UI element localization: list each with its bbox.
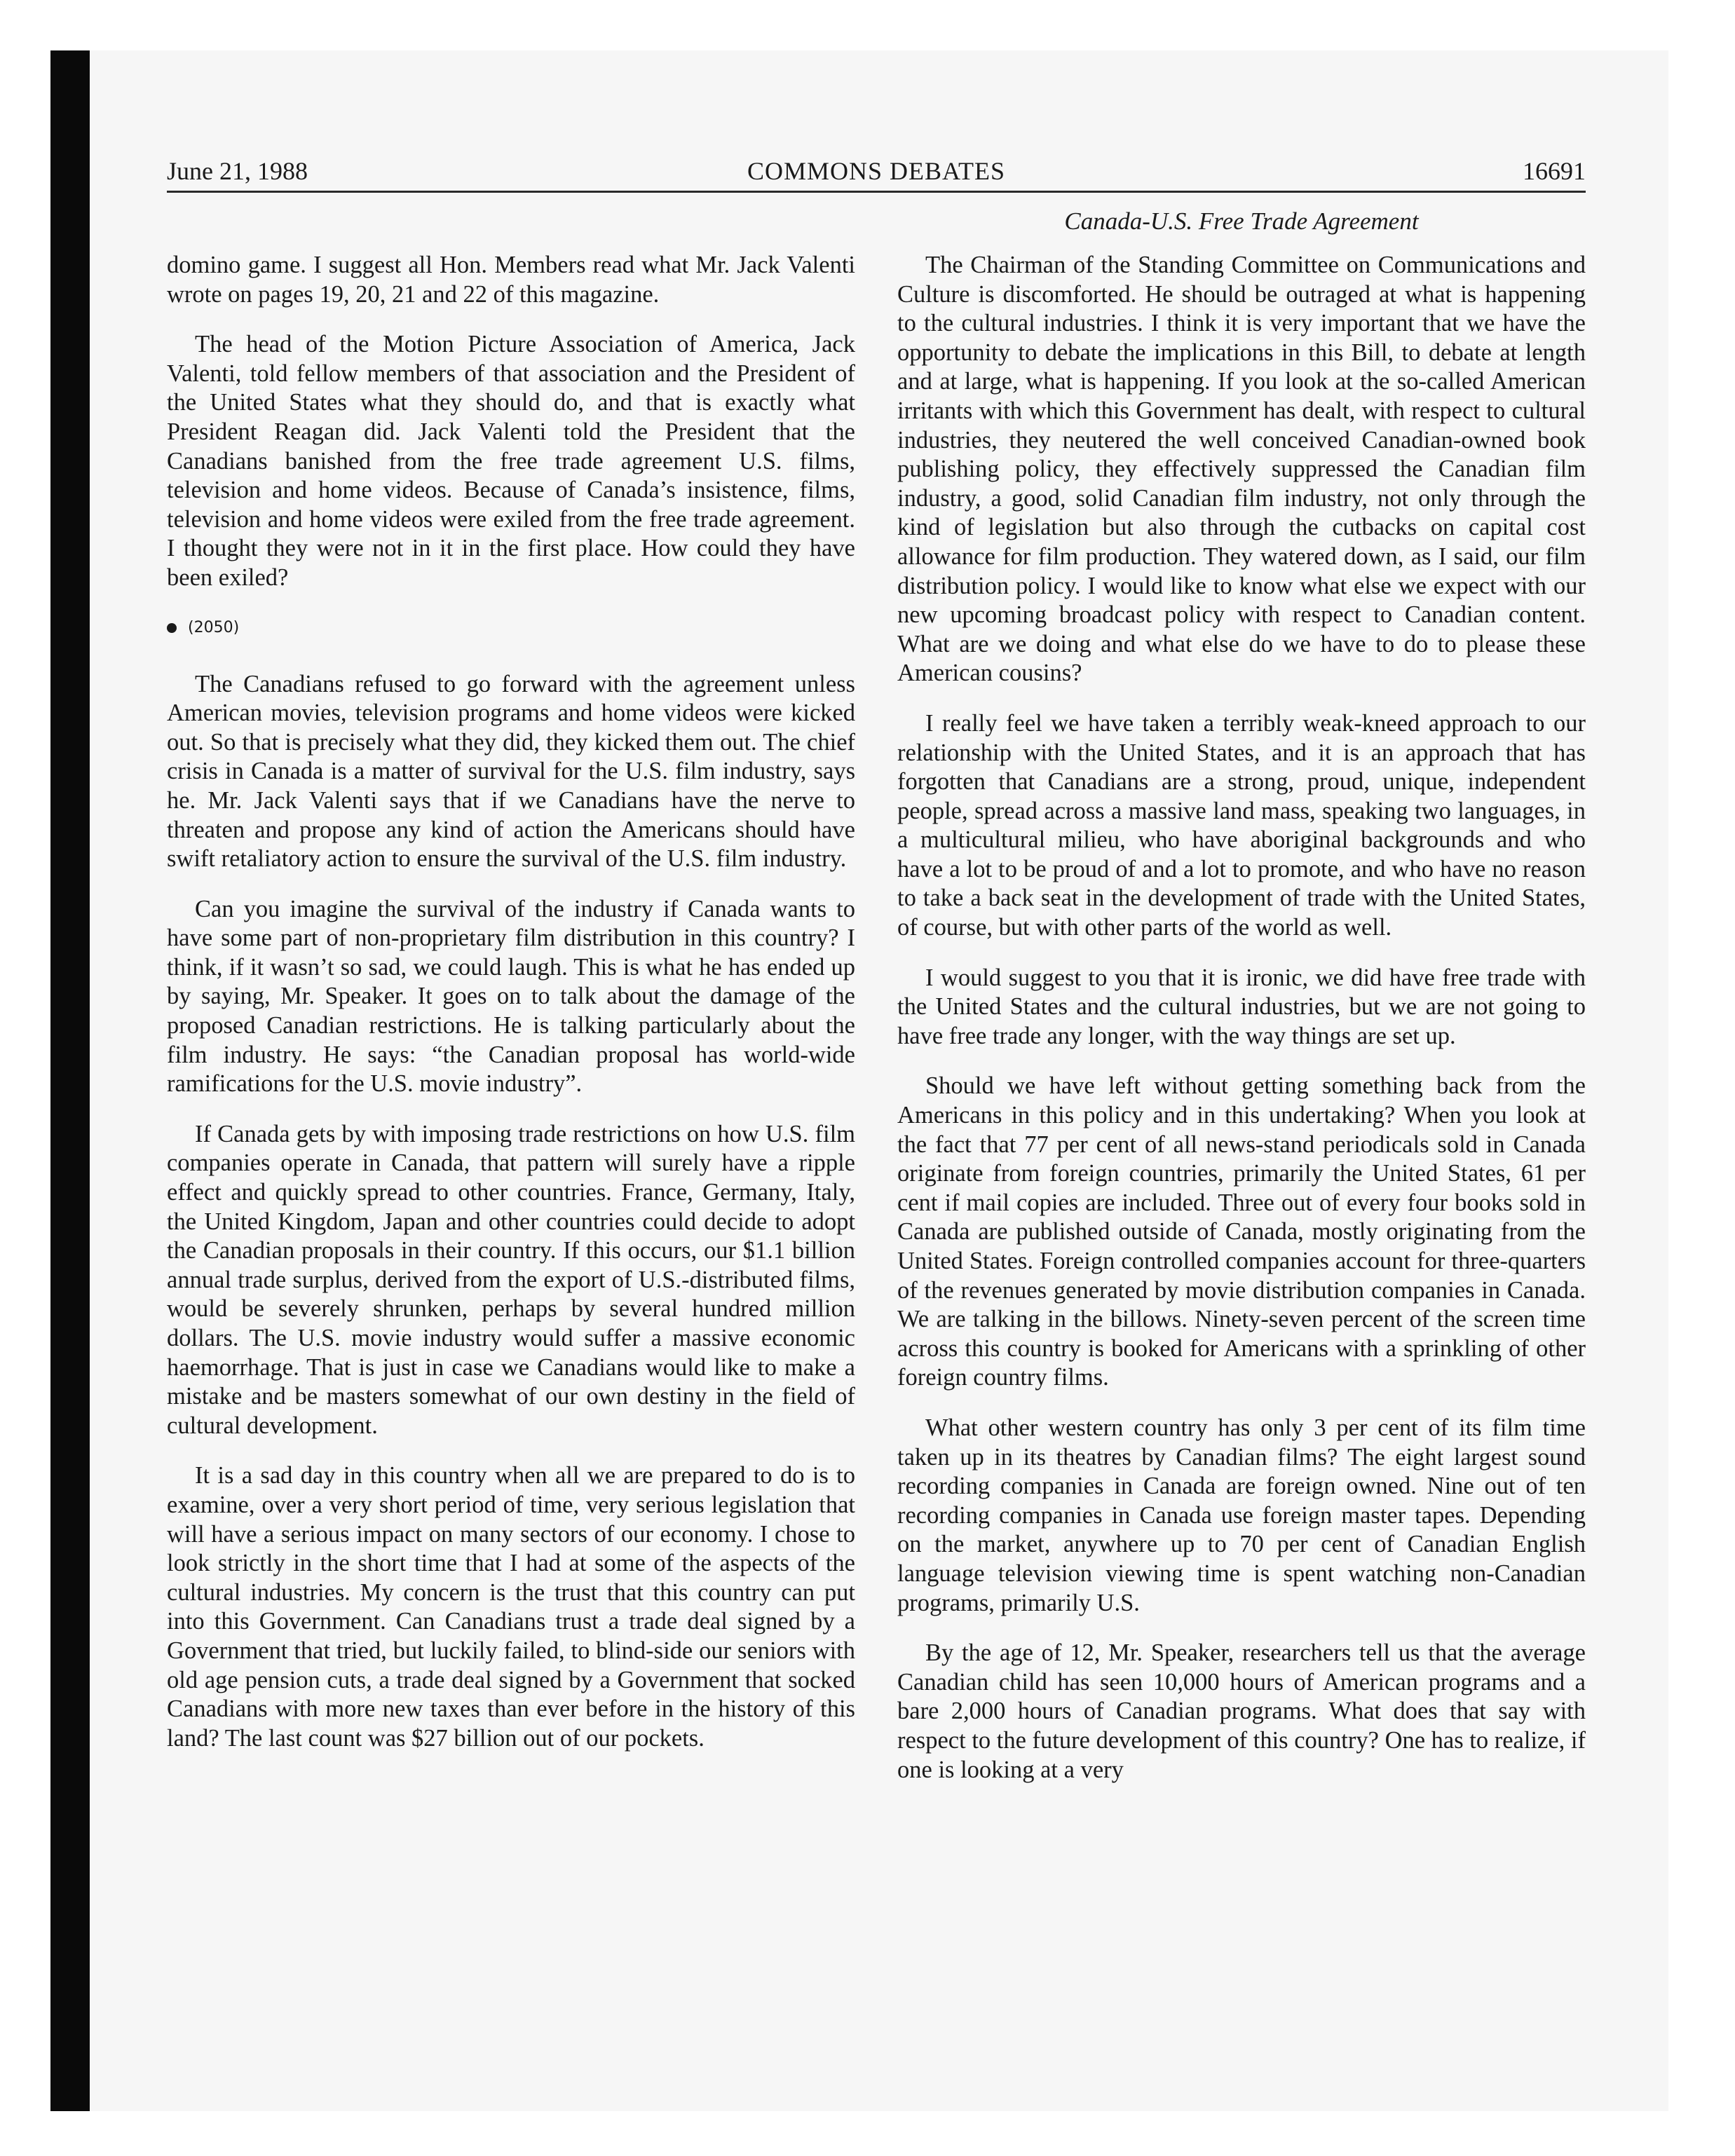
paragraph: The Canadians refused to go forward with the agreement unless American movies, television programs and home videos were kicked out. So that is precisely what they did, they kicked them out. The chief crisis in Canada is a matter of survival for the U.S. film industry, says he. Mr. Jack Valenti says that if we Canadians have the nerve to threaten and propose any kind of action the Americans should have swift retaliatory action to ensure the survival of the U.S. film industry. xyxy=(167,670,855,873)
section-title: Canada-U.S. Free Trade Agreement xyxy=(1064,207,1419,235)
bullet-icon xyxy=(167,623,177,633)
paragraph: The head of the Motion Picture Association of America, Jack Valenti, told fellow members of that association and the President of the United States what they should do, and that is exactly what President Reagan did. Jack Valenti told the President that the Canadians banished from the free trade agreement U.S. films, television and home videos. Because of Canada’s insistence, films, television and home videos were exiled from the free trade agreement. I thought they were not in it in the first place. How could they have been exiled? xyxy=(167,331,855,591)
scan-edge-bar xyxy=(50,50,90,2111)
paragraph: It is a sad day in this country when all we are prepared to do is to examine, over a very short period of time, very serious legislation that will have a serious impact on many sectors of our economy. I chose to look strictly in the short time that I had at some of the aspects of the cultural industries. My concern is the trust that this country can put into this Government. Can Canadians trust a trade deal signed by a Government that tried, but luckily failed, to blind-side our seniors with old age pension cuts, a trade deal signed by a Government that socked Canadians with more new taxes than ever before in the history of this land? The last count was $27 billion out of our pockets. xyxy=(167,1462,855,1752)
paragraph: I really feel we have taken a terribly weak-kneed approach to our relationship with the United States, and it is an approach that has forgotten that Canadians are a strong, proud, unique, independent people, spread across a massive land mass, speaking two languages, in a multicultural milieu, who have aboriginal backgrounds and who have a lot to be proud of and a lot to promote, and who have no reason to take a back seat in the development of trade with the United States, of course, but with other parts of the world as well. xyxy=(897,709,1586,941)
header-page-number: 16691 xyxy=(1523,157,1586,185)
time-marker xyxy=(167,614,855,642)
left-column xyxy=(167,251,855,1774)
paragraph: By the age of 12, Mr. Speaker, researchers tell us that the average Canadian child has seen 10,000 hours of American programs and a bare 2,000 hours of Canadian programs. What does that say with respect to the future development of this country? One has to realize, if one is looking at a very xyxy=(897,1639,1586,1783)
header-date: June 21, 1988 xyxy=(167,157,308,185)
paragraph: If Canada gets by with imposing trade restrictions on how U.S. film companies operate in Canada, that pattern will surely have a ripple effect and quickly spread to other countries. France, Germany, Italy, the United Kingdom, Japan and other countries could decide to adopt the Canadian proposals in their country. If this occurs, our $1.1 billion annual trade surplus, derived from the export of U.S.-distributed films, would be severely shrunken, perhaps by several hundred million dollars. The U.S. movie industry would suffer a massive economic haemorrhage. That is just in case we Canadians would like to make a mistake and be masters somewhat of our own destiny in the field of cultural development. xyxy=(167,1120,855,1439)
paragraph: domino game. I suggest all Hon. Members read what Mr. Jack Valenti wrote on pages 19, 20, 21 and 22 of this magazine. xyxy=(167,252,855,308)
header-title: COMMONS DEBATES xyxy=(747,157,1006,185)
paragraph: I would suggest to you that it is ironic, we did have free trade with the United States and the cultural industries, but we are not going to have free trade any longer, with the way things are set up. xyxy=(897,964,1586,1049)
page-header xyxy=(167,153,1586,189)
paragraph: Should we have left without getting something back from the Americans in this policy and in this undertaking? When you look at the fact that 77 per cent of all news-stand periodicals sold in Canada originate from foreign countries, primarily the United States, 61 per cent if mail copies are included. Three out of every four books sold in Canada are published outside of Canada, mostly originating from the United States. Foreign controlled companies account for three-quarters of the revenues generated by movie distribution companies in Canada. We are talking in the billows. Ninety-seven percent of the screen time across this country is booked for Americans with a sprinkling of other foreign country films. xyxy=(897,1072,1586,1391)
header-rule xyxy=(167,191,1586,193)
paragraph: What other western country has only 3 per cent of its film time taken up in its theatres by Canadian films? The eight largest sound recording companies in Canada are foreign owned. Nine out of ten recording companies in Canada use foreign master tapes. Depending on the market, anywhere up to 70 per cent of Canadian English language television viewing time is spent watching non-Canadian programs, primarily U.S. xyxy=(897,1414,1586,1616)
paragraph: Can you imagine the survival of the industry if Canada wants to have some part of non-proprietary film distribution in this country? I think, if it wasn’t so sad, we could laugh. This is what he has ended up by saying, Mr. Speaker. It goes on to talk about the damage of the proposed Canadian restrictions. He is talking particularly about the film industry. He says: “the Canadian proposal has world-wide ramifications for the U.S. movie industry”. xyxy=(167,895,855,1098)
paragraph: The Chairman of the Standing Committee on Communications and Culture is discomforted. He should be outraged at what is happening to the cultural industries. I think it is very important that we have the opportunity to debate the implications in this Bill, to debate at length and at large, what is happening. If you look at the so-called American irritants with which this Government has dealt, with respect to cultural industries, they neutered the well conceived Canadian-owned book publishing policy, they effectively suppressed the Canadian film industry, a good, solid Canadian film industry, not only through the kind of legislation but also through the cutbacks on capital cost allowance for film production. They watered down, as I said, our film distribution policy. I would like to know what else we expect with our new upcoming broadcast policy with respect to Canadian content. What are we doing and what else do we have to do to please these American cousins? xyxy=(897,252,1586,687)
time-marker-text: (2050) xyxy=(188,618,240,636)
right-column xyxy=(897,251,1586,1806)
